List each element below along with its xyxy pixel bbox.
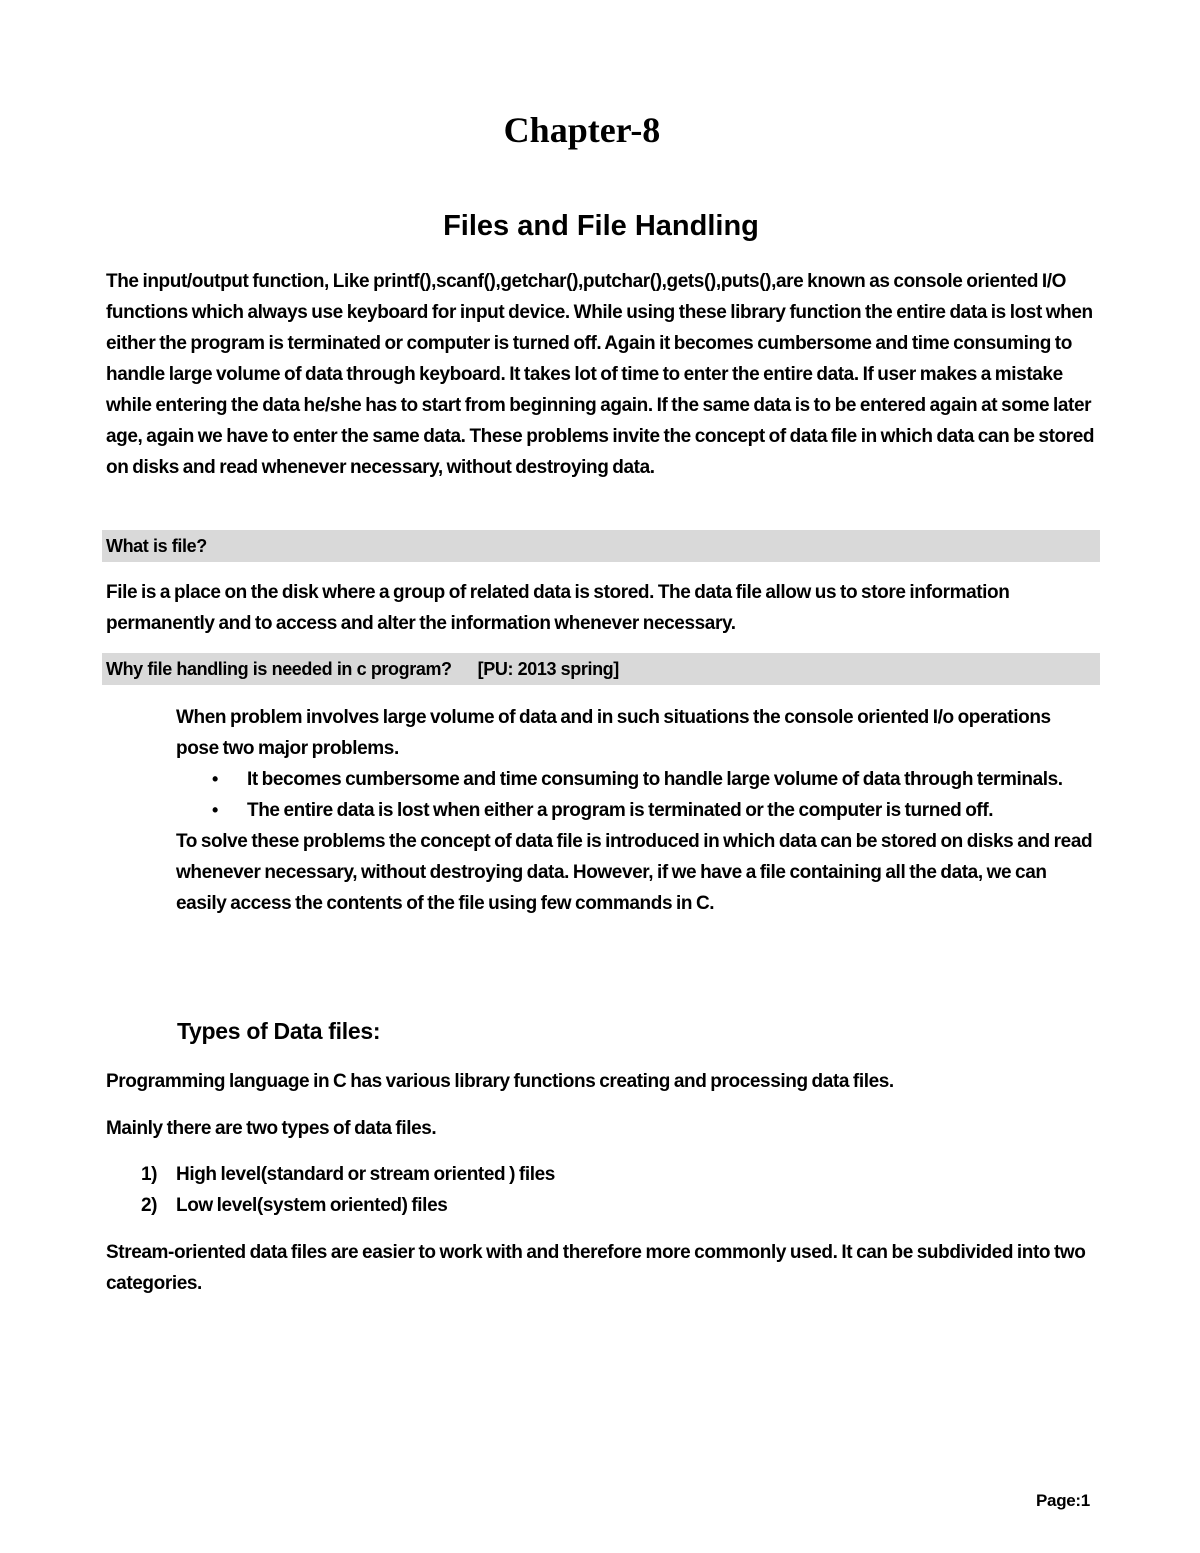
why-conclusion-paragraph: To solve these problems the concept of data file is introduced in which data can be stored on disks and read whenever necessary, without destroying data. However, if we have a file containing all the data, we can easily access the contents of the file using few commands in C. — [176, 831, 1093, 914]
list-item — [106, 1190, 1006, 1221]
bullet-icon: • — [212, 769, 218, 789]
file-types-numbered-list — [106, 1159, 1006, 1221]
why-intro-paragraph: When problem involves large volume of data and in such situations the console oriented I/o operations pose two major problems. — [176, 707, 1051, 759]
types-of-data-files-heading: Types of Data files: — [177, 1018, 381, 1044]
exam-reference: [PU: 2013 spring] — [477, 659, 619, 679]
bullet-icon: • — [212, 800, 218, 820]
programming-language-paragraph: Programming language in C has various library functions creating and processing data files. — [106, 1071, 894, 1092]
section-heading-text: Why file handling is needed in c program? — [106, 659, 452, 679]
list-item — [176, 764, 1096, 795]
problems-bullet-list — [176, 764, 1096, 826]
bullet-text: The entire data is lost when either a program is terminated or the computer is turned off. — [247, 800, 994, 821]
section-heading-what-is-file — [102, 530, 1100, 562]
what-is-file-paragraph: File is a place on the disk where a group of related data is stored. The data file allow us to store information permanently and to access and alter the information whenever necessary. — [106, 582, 1010, 634]
list-item — [106, 1159, 1006, 1190]
two-types-paragraph: Mainly there are two types of data files. — [106, 1118, 437, 1139]
list-item — [176, 795, 1096, 826]
why-file-handling-block — [176, 702, 1096, 919]
page-number: Page:1 — [1036, 1491, 1090, 1510]
stream-oriented-paragraph: Stream-oriented data files are easier to work with and therefore more commonly used. It can be subdivided into two categories. — [106, 1242, 1086, 1294]
intro-paragraph: The input/output function, Like printf(),scanf(),getchar(),putchar(),gets(),puts(),are known as console oriented I/O functions which always use keyboard for input device. While using these library function the entire data is lost when either the program is terminated or computer is turned off. Again it becomes cumbersome and time consuming to handle large volume of data through keyboard. It takes lot of time to enter the entire data. If user makes a mistake while entering the data he/she has to start from beginning again. If the same data is to be entered again at some later age, again we have to enter the same data. These problems invite the concept of data file in which data can be stored on disks and read whenever necessary, without destroying data. — [106, 271, 1095, 478]
list-number: 2) — [141, 1195, 158, 1216]
section-heading-text: What is file? — [106, 536, 207, 556]
bullet-text: It becomes cumbersome and time consuming to handle large volume of data through terminals. — [247, 769, 1063, 790]
chapter-title: Chapter-8 — [503, 110, 661, 150]
list-item-text: Low level(system oriented) files — [176, 1195, 448, 1216]
document-title: Files and File Handling — [443, 210, 759, 242]
list-number: 1) — [141, 1164, 158, 1185]
list-item-text: High level(standard or stream oriented ) files — [176, 1164, 555, 1185]
section-heading-why-file-handling — [102, 653, 1100, 685]
